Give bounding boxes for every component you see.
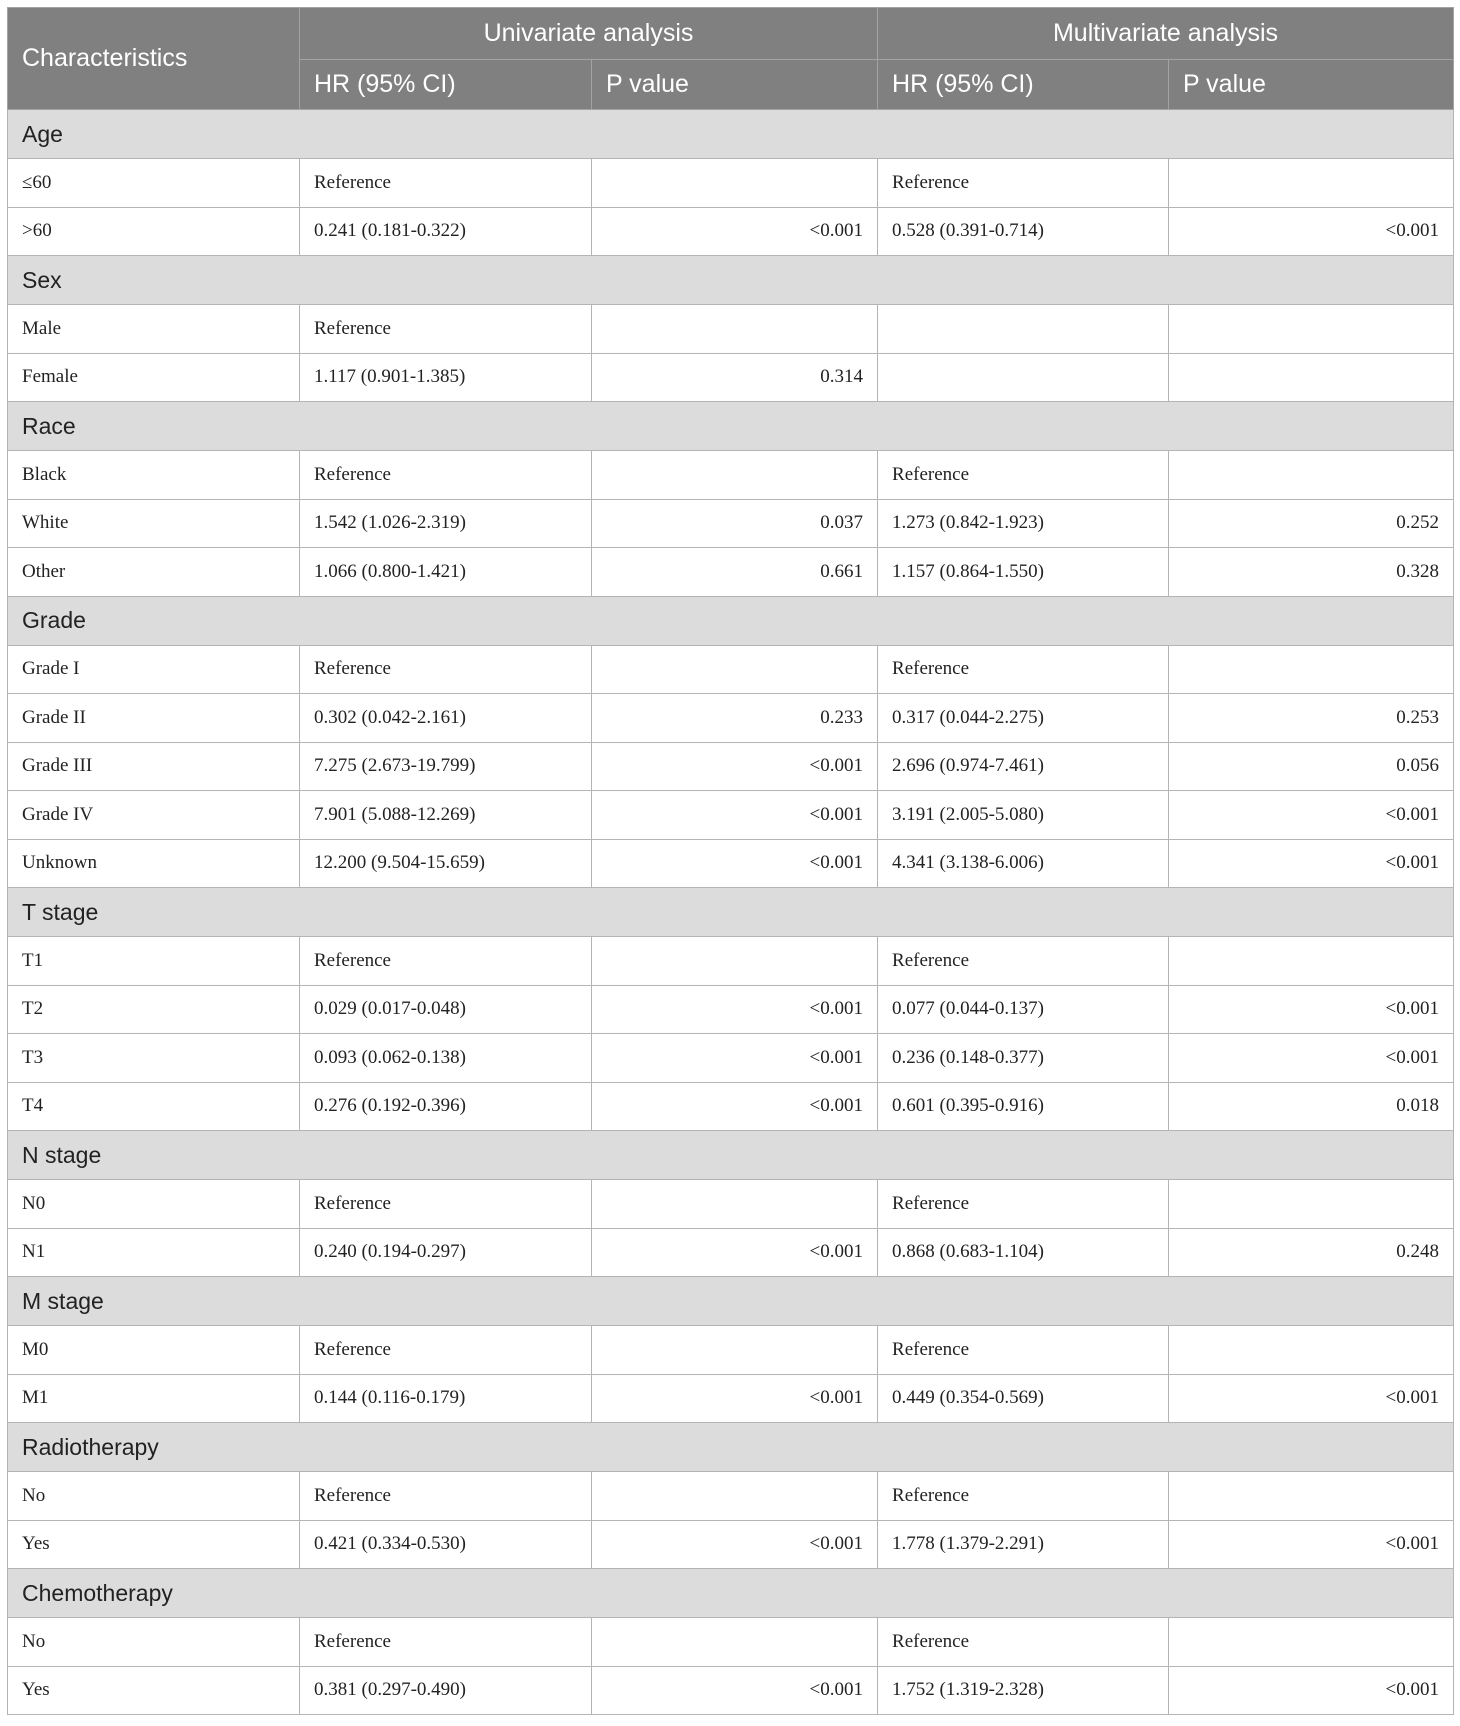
univariate-hr-cell: 7.275 (2.673-19.799) [300,742,592,791]
univariate-hr-cell: 0.302 (0.042-2.161) [300,694,592,743]
table-row [8,839,1454,888]
multivariate-p-cell [1169,159,1454,208]
multivariate-hr-cell: Reference [878,1326,1169,1375]
table-row [8,159,1454,208]
multivariate-p-cell [1169,451,1454,500]
group-row [8,1277,1454,1326]
table-row [8,451,1454,500]
multivariate-p-cell [1169,353,1454,402]
multivariate-p-cell: <0.001 [1169,985,1454,1034]
multivariate-p-cell: 0.328 [1169,548,1454,597]
table-row [8,1082,1454,1131]
row-characteristic: ≤60 [8,159,300,208]
row-characteristic: N0 [8,1180,300,1229]
table-row [8,1666,1454,1715]
multivariate-p-cell [1169,1618,1454,1667]
table-row [8,1374,1454,1423]
univariate-p-cell [592,1618,878,1667]
table-row [8,305,1454,354]
univariate-hr-cell: Reference [300,645,592,694]
multivariate-hr-cell: Reference [878,937,1169,986]
multivariate-p-cell: <0.001 [1169,839,1454,888]
table-row [8,791,1454,840]
univariate-hr-cell: Reference [300,1618,592,1667]
multivariate-hr-cell: 0.236 (0.148-0.377) [878,1034,1169,1083]
multivariate-p-cell: 0.248 [1169,1228,1454,1277]
row-characteristic: No [8,1618,300,1667]
table-row [8,1618,1454,1667]
row-characteristic: Black [8,451,300,500]
univariate-hr-cell: Reference [300,305,592,354]
univariate-hr-cell: 0.381 (0.297-0.490) [300,1666,592,1715]
row-characteristic: Yes [8,1520,300,1569]
multivariate-hr-cell: 1.752 (1.319-2.328) [878,1666,1169,1715]
multivariate-p-cell: <0.001 [1169,1666,1454,1715]
table-row [8,1520,1454,1569]
univariate-hr-cell: 0.421 (0.334-0.530) [300,1520,592,1569]
row-characteristic: No [8,1472,300,1521]
group-row [8,1131,1454,1180]
univariate-hr-cell: 12.200 (9.504-15.659) [300,839,592,888]
group-row [8,1423,1454,1472]
row-characteristic: Grade III [8,742,300,791]
row-characteristic: Male [8,305,300,354]
multivariate-hr-cell: 1.273 (0.842-1.923) [878,499,1169,548]
multivariate-hr-cell: 0.449 (0.354-0.569) [878,1374,1169,1423]
row-characteristic: White [8,499,300,548]
univariate-p-cell: <0.001 [592,207,878,256]
group-label: Radiotherapy [8,1423,1454,1472]
univariate-hr-cell: 0.240 (0.194-0.297) [300,1228,592,1277]
table-row [8,985,1454,1034]
univariate-hr-cell: Reference [300,937,592,986]
univariate-hr-cell: Reference [300,159,592,208]
univariate-p-cell: 0.314 [592,353,878,402]
group-row [8,402,1454,451]
row-characteristic: T1 [8,937,300,986]
multivariate-hr-cell: 0.528 (0.391-0.714) [878,207,1169,256]
univariate-p-cell: <0.001 [592,1034,878,1083]
univariate-hr-cell: Reference [300,1326,592,1375]
row-characteristic: M0 [8,1326,300,1375]
multivariate-p-cell [1169,645,1454,694]
univariate-p-cell: <0.001 [592,1666,878,1715]
header-multivariate-hr: HR (95% CI) [878,60,1169,110]
table-row [8,694,1454,743]
multivariate-p-cell: 0.018 [1169,1082,1454,1131]
multivariate-p-cell: 0.253 [1169,694,1454,743]
multivariate-hr-cell: 0.868 (0.683-1.104) [878,1228,1169,1277]
group-label: Grade [8,596,1454,645]
multivariate-p-cell: <0.001 [1169,1520,1454,1569]
group-label: N stage [8,1131,1454,1180]
table-row [8,207,1454,256]
univariate-p-cell: <0.001 [592,742,878,791]
multivariate-p-cell [1169,937,1454,986]
univariate-hr-cell: 0.093 (0.062-0.138) [300,1034,592,1083]
multivariate-p-cell: <0.001 [1169,1034,1454,1083]
table-row [8,499,1454,548]
univariate-p-cell [592,645,878,694]
univariate-p-cell: 0.661 [592,548,878,597]
univariate-p-cell: <0.001 [592,791,878,840]
univariate-p-cell [592,1180,878,1229]
group-row [8,888,1454,937]
group-row [8,110,1454,159]
univariate-p-cell [592,159,878,208]
table-body [8,110,1454,1715]
univariate-hr-cell: 7.901 (5.088-12.269) [300,791,592,840]
univariate-hr-cell: 0.144 (0.116-0.179) [300,1374,592,1423]
group-label: Age [8,110,1454,159]
row-characteristic: Female [8,353,300,402]
univariate-hr-cell: 1.117 (0.901-1.385) [300,353,592,402]
multivariate-hr-cell: Reference [878,1180,1169,1229]
univariate-hr-cell: 0.029 (0.017-0.048) [300,985,592,1034]
table-row [8,548,1454,597]
group-label: Race [8,402,1454,451]
row-characteristic: M1 [8,1374,300,1423]
group-row [8,1569,1454,1618]
univariate-p-cell: <0.001 [592,1374,878,1423]
table-row [8,353,1454,402]
header-multivariate: Multivariate analysis [878,8,1454,60]
univariate-p-cell: <0.001 [592,1082,878,1131]
row-characteristic: Yes [8,1666,300,1715]
table-row [8,1326,1454,1375]
univariate-p-cell [592,1472,878,1521]
row-characteristic: Unknown [8,839,300,888]
univariate-p-cell: <0.001 [592,1520,878,1569]
row-characteristic: Other [8,548,300,597]
table-row [8,1472,1454,1521]
multivariate-p-cell [1169,1472,1454,1521]
multivariate-hr-cell: 2.696 (0.974-7.461) [878,742,1169,791]
group-label: Sex [8,256,1454,305]
univariate-hr-cell: Reference [300,451,592,500]
multivariate-hr-cell: 1.778 (1.379-2.291) [878,1520,1169,1569]
header-characteristics: Characteristics [8,8,300,110]
results-table-container [7,7,1453,1715]
table-row [8,645,1454,694]
row-characteristic: N1 [8,1228,300,1277]
header-univariate-p: P value [592,60,878,110]
multivariate-hr-cell: Reference [878,159,1169,208]
row-characteristic: T2 [8,985,300,1034]
table-row [8,1034,1454,1083]
univariate-p-cell [592,937,878,986]
header-multivariate-p: P value [1169,60,1454,110]
multivariate-p-cell: <0.001 [1169,1374,1454,1423]
univariate-hr-cell: Reference [300,1180,592,1229]
multivariate-p-cell [1169,305,1454,354]
table-header [8,8,1454,110]
row-characteristic: Grade IV [8,791,300,840]
group-label: M stage [8,1277,1454,1326]
header-univariate-hr: HR (95% CI) [300,60,592,110]
univariate-p-cell: 0.037 [592,499,878,548]
table-row [8,1228,1454,1277]
table-row [8,742,1454,791]
row-characteristic: T3 [8,1034,300,1083]
row-characteristic: >60 [8,207,300,256]
univariate-hr-cell: Reference [300,1472,592,1521]
univariate-p-cell [592,305,878,354]
row-characteristic: Grade II [8,694,300,743]
univariate-p-cell: 0.233 [592,694,878,743]
univariate-p-cell [592,1326,878,1375]
multivariate-hr-cell [878,305,1169,354]
multivariate-p-cell [1169,1180,1454,1229]
univariate-hr-cell: 0.241 (0.181-0.322) [300,207,592,256]
univariate-p-cell: <0.001 [592,985,878,1034]
univariate-hr-cell: 1.066 (0.800-1.421) [300,548,592,597]
univariate-hr-cell: 1.542 (1.026-2.319) [300,499,592,548]
multivariate-hr-cell: 1.157 (0.864-1.550) [878,548,1169,597]
group-row [8,596,1454,645]
multivariate-p-cell: 0.252 [1169,499,1454,548]
multivariate-hr-cell: Reference [878,1618,1169,1667]
multivariate-hr-cell: Reference [878,451,1169,500]
group-label: T stage [8,888,1454,937]
multivariate-hr-cell: Reference [878,1472,1169,1521]
multivariate-hr-cell [878,353,1169,402]
group-row [8,256,1454,305]
row-characteristic: T4 [8,1082,300,1131]
multivariate-hr-cell: 0.601 (0.395-0.916) [878,1082,1169,1131]
univariate-p-cell: <0.001 [592,1228,878,1277]
multivariate-hr-cell: 0.077 (0.044-0.137) [878,985,1169,1034]
header-univariate: Univariate analysis [300,8,878,60]
multivariate-hr-cell: 3.191 (2.005-5.080) [878,791,1169,840]
multivariate-p-cell [1169,1326,1454,1375]
multivariate-p-cell: <0.001 [1169,791,1454,840]
row-characteristic: Grade I [8,645,300,694]
univariate-p-cell: <0.001 [592,839,878,888]
table-row [8,1180,1454,1229]
table-row [8,937,1454,986]
multivariate-p-cell: 0.056 [1169,742,1454,791]
group-label: Chemotherapy [8,1569,1454,1618]
multivariate-hr-cell: 0.317 (0.044-2.275) [878,694,1169,743]
cox-regression-table [7,7,1454,1715]
multivariate-p-cell: <0.001 [1169,207,1454,256]
multivariate-hr-cell: Reference [878,645,1169,694]
multivariate-hr-cell: 4.341 (3.138-6.006) [878,839,1169,888]
univariate-p-cell [592,451,878,500]
univariate-hr-cell: 0.276 (0.192-0.396) [300,1082,592,1131]
